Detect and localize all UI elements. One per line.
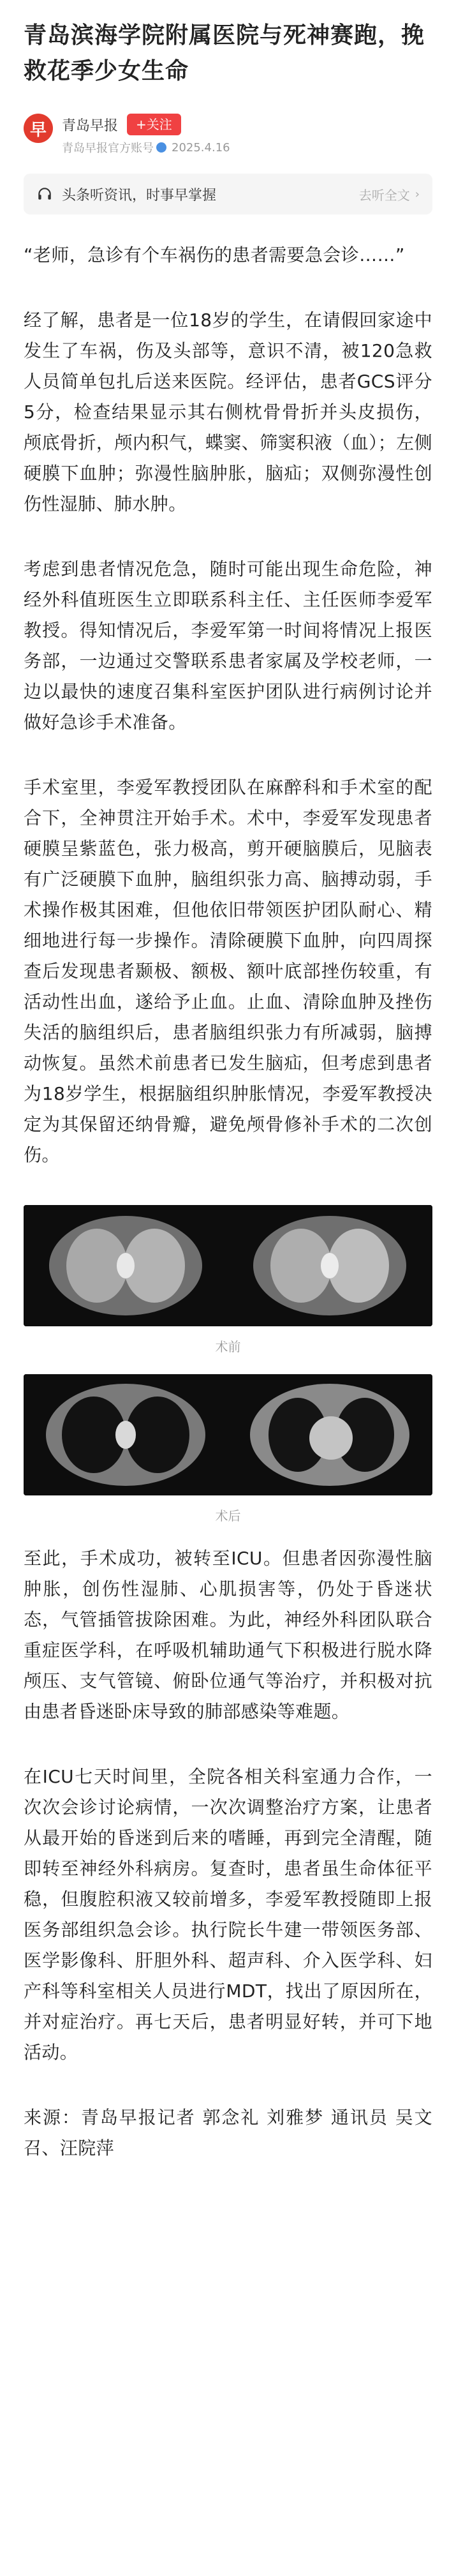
headphone-icon [36, 186, 53, 202]
author-line [62, 114, 230, 135]
author-account-label: 青岛早报官方账号 [62, 142, 154, 155]
publish-date: 2025.4.16 [172, 140, 230, 154]
author-name[interactable]: 青岛早报 [62, 117, 119, 134]
listen-label: 头条听资讯，时事早掌握 [62, 187, 217, 204]
figure-preop [24, 1205, 432, 1355]
article-paragraph: 在ICU七天时间里，全院各相关科室通力合作，一次次会诊讨论病情，一次次调整治疗方案，让患者从最开始的昏迷到后来的嗜睡，再到完全清醒，随即转至神经外科病房。复查时，患者虽生命体征平稳，但腹腔积液又较前增多，李爱军教授随即上报医务部组织急会诊。执行院长牛建一带领医务部、医学影像科、肝胆外科、超声科、介入医学科、妇产科等科室相关人员进行MDT，找出了原因所在，并对症治疗。再七天后，患者明显好转，并可下地活动。 [24, 1766, 432, 2063]
article-source: 来源：青岛早报记者 郭念礼 刘雅梦 通讯员 吴文召、汪院萍 [24, 2107, 432, 2159]
article-paragraph: 经了解，患者是一位18岁的学生，在请假回家途中发生了车祸，伤及头部等，意识不清，被120急救人员简单包扎后送来医院。经评估，患者GCS评分5分，检查结果显示其右侧枕骨骨折并头皮损伤，颅底骨折，颅内积气，蝶窦、筛窦积液（血）；左侧硬膜下血肿；弥漫性脑肿胀，脑疝；双侧弥漫性创伤性湿肺、肺水肿。 [24, 310, 432, 514]
author-subtitle [62, 139, 230, 156]
article-paragraph: 至此，手术成功，被转至ICU。但患者因弥漫性脑肿胀，创伤性湿肺、心肌损害等，仍处于昏迷状态，气管插管拔除困难。为此，神经外科团队联合重症医学科，在呼吸机辅助通气下积极进行脱水降颅压、支气管镜、俯卧位通气等治疗，并积极对抗由患者昏迷卧床导致的肺部感染等难题。 [24, 1548, 432, 1722]
figure-postop [24, 1374, 432, 1524]
author-avatar[interactable]: 早 [24, 114, 53, 143]
article-paragraph: “老师，急诊有个车祸伤的患者需要急会诊……” [24, 244, 405, 266]
follow-button[interactable]: +关注 [127, 114, 181, 135]
listen-full-button[interactable] [359, 185, 420, 204]
ct-scan-chest-graphic [24, 1374, 432, 1495]
figure-caption: 术后 [215, 1508, 241, 1524]
listen-full-label: 去听全文 [358, 187, 410, 203]
listen-bar[interactable] [24, 174, 432, 214]
article-title: 青岛滨海学院附属医院与死神赛跑，挽救花季少女生命 [24, 22, 425, 84]
author-row [24, 114, 432, 155]
listen-left [36, 184, 216, 204]
author-meta [62, 114, 230, 156]
article-paragraph: 考虑到患者情况危急，随时可能出现生命危险，神经外科值班医生立即联系科主任、主任医师李爱军教授。得知情况后，李爱军第一时间将情况上报医务部，一边通过交警联系患者家属及学校老师，一边以最快的速度召集科室医护团队进行病例讨论并做好急诊手术准备。 [24, 558, 432, 733]
ct-scan-lungs-image[interactable] [24, 1205, 432, 1326]
chevron-right-icon: › [415, 187, 420, 201]
ct-scan-chest-image[interactable] [24, 1374, 432, 1495]
article-body [24, 240, 432, 2164]
figure-caption: 术前 [215, 1339, 241, 1354]
ct-scan-lungs-graphic [24, 1205, 432, 1326]
article-paragraph: 手术室里，李爱军教授团队在麻醉科和手术室的配合下，全神贯注开始手术。术中，李爱军发现患者硬膜呈紫蓝色，张力极高，剪开硬脑膜后，见脑表有广泛硬膜下血肿，脑组织张力高、脑搏动弱，手术操作极其困难，但他依旧带领医护团队耐心、精细地进行每一步操作。清除硬膜下血肿，向四周探查后发现患者颞极、额极、额叶底部挫伤较重，有活动性出血，遂给予止血。止血、清除血肿及挫伤失活的脑组织后，患者脑组织张力有所减弱，脑搏动恢复。虽然术前患者已发生脑疝，但考虑到患者为18岁学生，根据脑组织肿胀情况，李爱军教授决定为其保留还纳骨瓣，避免颅骨修补手术的二次创伤。 [24, 777, 432, 1165]
verified-icon [156, 142, 166, 153]
